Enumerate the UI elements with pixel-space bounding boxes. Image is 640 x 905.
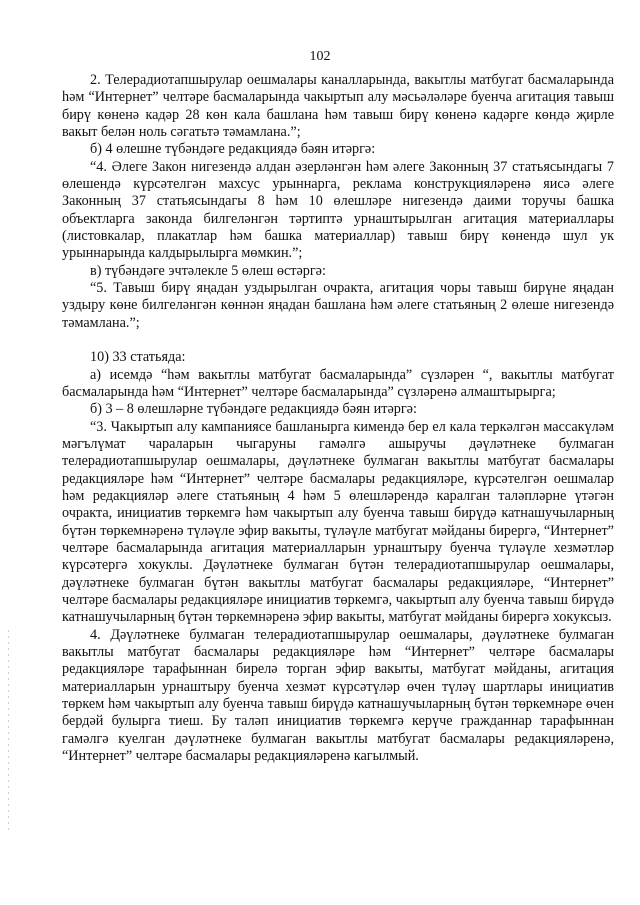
- paragraph-article-33-heading: 10) 33 статьяда:: [90, 349, 186, 366]
- paragraph-item-2: 2. Телерадиотапшырулар оешмалары каналларында, вакытлы матбугат басмаларында һәм “Интернет” челтәре басмаларында чакыртып алу мәсьәләләре буенча агитация тавыш бирү көненә кадәр 28 көн кала башлана һәм тавыш бирү көненә кадәрге көндә җирле вакыт белән ноль сәгатьтә тәмамлана.”;: [62, 72, 614, 141]
- paragraph-sub-v: в) түбәндәге эчтәлекле 5 өлеш өстәргә:: [90, 262, 326, 279]
- paragraph-part-4-b: 4. Дәүләтнеке булмаган телерадиотапшырулар оешмалары, дәүләтнеке булмаган вакытлы матбугат басмалары редакцияләре һәм “Интернет” челтәре басмалары редакцияләре тарафыннан бирелә торган эфир вакыты, матбугат мәйданы, агитация материалларын урнаштыру буенча хезмәт күрсәтүләр өчен түләү шартлары инициатив төркем һәм чакыртып алу буенча тавыш бирүдә катнашучыларның бүтән төркемнәре өчен бердәй булырга тиеш. Бу таләп инициатив төркемгә керүче гражданнар тарафыннан гамәлгә куелган дәүләтнеке булмаган вакытлы матбугат басмалары редакцияләренә, “Интернет” челтәре басмалары редакцияләренә кагылмый.: [62, 626, 614, 765]
- paragraph-part-5: “5. Тавыш бирү яңадан уздырылган очракта, агитация чоры тавыш бирүне яңадан уздыру көне билгеләнгән көннән яңадан башлана һәм әлеге статьяның 2 өлеше нигезендә тәмамлана.”;: [62, 280, 614, 331]
- paragraph-sub-a: а) исемдә “һәм вакытлы матбугат басмаларында” сүзләрен “, вакытлы матбугат басмаларында һәм “Интернет” челтәре басмаларында” сүзләренә алмаштырырга;: [62, 366, 614, 400]
- paragraph-sub-b: б) 4 өлешне түбәндәге редакциядә бәян итәргә:: [90, 141, 376, 158]
- paragraph-part-3: “3. Чакыртып алу кампаниясе башланырга кимендә бер ел кала теркәлгән массакүләм мәгълүмат чараларын чыгаруны гамәлгә ашыручы дәүләтнеке булмаган телерадиотапшырулар оешмалары, дәүләтнеке булмаган вакытлы матбугат басмалары редакцияләре һәм “Интернет” челтәре басмалары редакцияләре, күрсәтелгән оешмалар һәм редакцияләр әлеге статьяның 4 һәм 5 өлешләрендә каралган таләпләрне үтәгән очракта, инициатив төркемгә һәм чакыртып алу буенча тавыш бирүдә катнашучыларның бүтән төркемнәренә түләүле эфир вакыты, түләүле матбугат мәйданы бирергә, “Интернет” челтәре басмаларында агитация материалларын урнаштыру буенча түләүле хезмәтләр күрсәтергә хокуклы. Дәүләтнеке булмаган бүтән телерадиотапшырулар оешмалары, дәүләтнеке булмаган бүтән вакытлы матбугат басмалары редакцияләре, “Интернет” челтәре басмалары редакцияләре инициатив төркемгә, чакыртып алу буенча тавыш бирүдә катнашучыларның бүтән төркемнәренә эфир вакыты, матбугат мәйданы бирергә хокуксыз.: [62, 418, 614, 626]
- scan-edge-mark: [8, 630, 9, 830]
- paragraph-sub-b-2: б) 3 – 8 өлешләрне түбәндәге редакциядә бәян итәргә:: [90, 401, 417, 418]
- page-number: 102: [309, 49, 331, 64]
- document-body: [62, 72, 614, 765]
- paragraph-part-4: “4. Әлеге Закон нигезендә алдан әзерләнгән һәм әлеге Законның 37 статьясындагы 7 өлешендә күрсәтелгән махсус урыннарга, реклама конструкцияләренә яисә әлеге Законның 37 статьясындагы 8 һәм 10 өлешләре нигезендә даими торучы башка объектларга законда билгеләнгән тәртиптә урнаштырылган агитация материаллары (листовкалар, плакатлар һәм башка материаллар) тавыш бирү көнендә шул ук урыннарында калдырылырга мөмкин.”;: [62, 158, 614, 262]
